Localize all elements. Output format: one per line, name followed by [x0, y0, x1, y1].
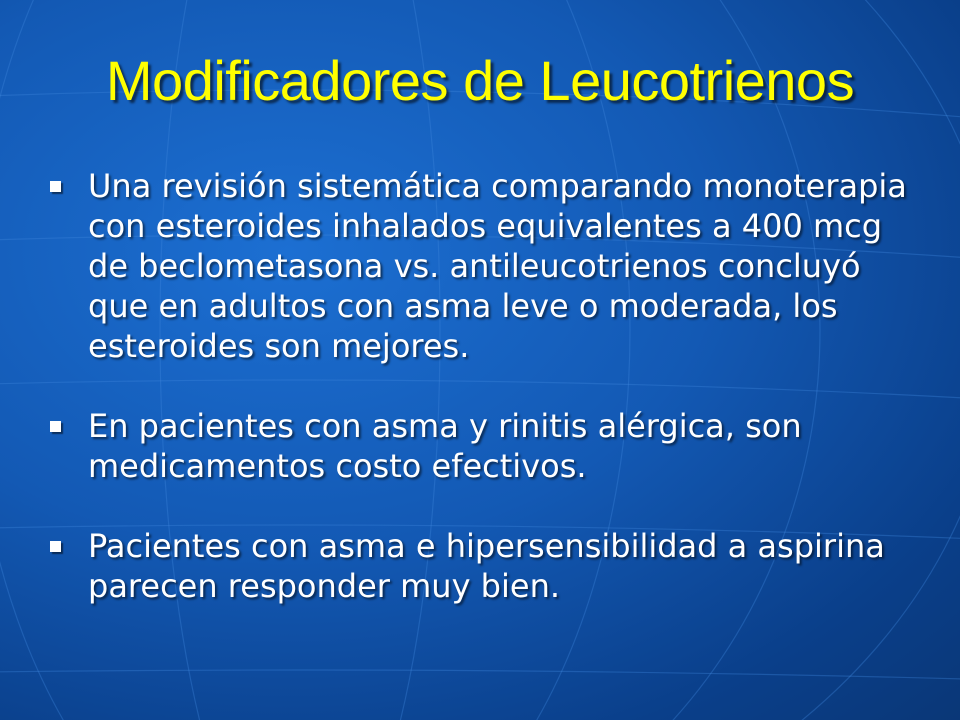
bullet-item	[46, 526, 926, 606]
square-bullet-icon	[50, 181, 61, 192]
bullet-list	[46, 166, 926, 646]
bullet-text: En pacientes con asma y rinitis alérgica, son medicamentos costo efectivos.	[88, 407, 802, 485]
bullet-item	[46, 406, 926, 486]
square-bullet-icon	[50, 421, 61, 432]
square-bullet-icon	[50, 541, 61, 552]
bullet-text: Pacientes con asma e hipersensibilidad a aspirina parecen responder muy bien.	[88, 527, 885, 605]
bullet-item	[46, 166, 926, 366]
slide-title: Modificadores de Leucotrienos	[105, 49, 855, 112]
bullet-text: Una revisión sistemática comparando monoterapia con esteroides inhalados equivalentes a 400 mcg de beclometasona vs. antileucotrienos concluyó que en adultos con asma leve o moderada, los esteroides son mejores.	[88, 167, 907, 365]
